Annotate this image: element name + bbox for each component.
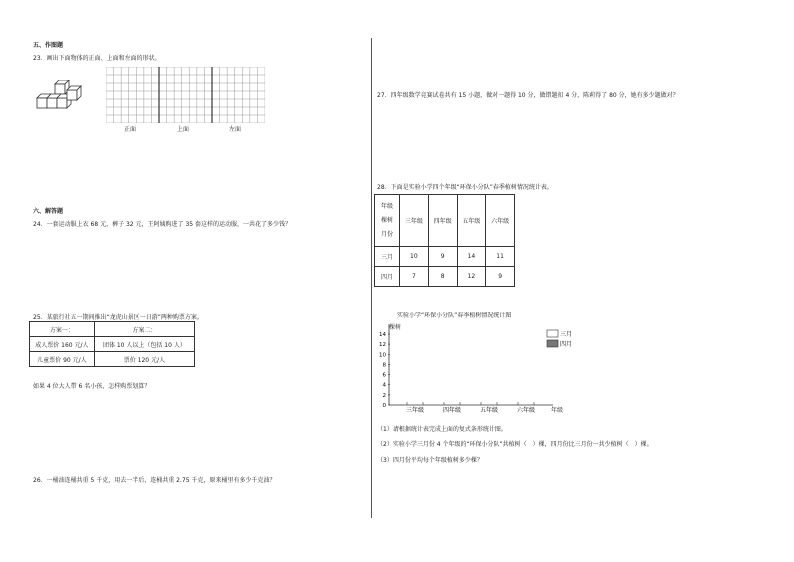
sub-question-3: （3）四月份平均每个年级植树多少棵？ xyxy=(377,457,483,464)
x-category-label: 三年级 xyxy=(405,407,425,414)
x-axis-label: 年级 xyxy=(551,407,564,414)
grade-header: 三年级 xyxy=(400,195,429,247)
grade-header: 五年级 xyxy=(457,195,486,247)
y-tick-label: 10 xyxy=(379,352,386,359)
question-24: 24．一套运动服上衣 68 元，裤子 32 元，王阿姨购进了 35 套这样的运动服，一共花了多少钱？ xyxy=(33,221,291,228)
y-tick-label: 4 xyxy=(382,382,386,389)
table-cell: 8 xyxy=(428,267,457,287)
plan-header-2: 方案二： xyxy=(94,322,194,337)
plan-table xyxy=(29,321,195,367)
cube-figure xyxy=(33,80,89,118)
table-cell: 11 xyxy=(486,247,515,267)
table-cell: 9 xyxy=(428,247,457,267)
question-25-ask: 如果 4 位大人带 6 名小孩，怎样购票划算？ xyxy=(33,383,151,390)
x-category-label: 五年级 xyxy=(479,407,499,414)
legend-label: 三月 xyxy=(560,331,573,338)
month-label: 三月 xyxy=(375,247,400,267)
month-label: 四月 xyxy=(375,267,400,287)
y-tick-label: 6 xyxy=(382,372,386,379)
table-cell: 12 xyxy=(457,267,486,287)
chart-title: 实验小学“环保小分队”春季植树情况统计图 xyxy=(397,312,512,319)
x-category-label: 四年级 xyxy=(442,407,462,414)
corner-label-grade: 年级 xyxy=(380,202,393,210)
tree-table-corner xyxy=(375,195,400,247)
grade-header: 四年级 xyxy=(428,195,457,247)
bar-chart xyxy=(375,312,575,416)
legend-swatch xyxy=(547,330,558,337)
sub-question-1: （1）请根据统计表完成上面的复式条形统计图。 xyxy=(377,426,507,433)
legend-label: 四月 xyxy=(560,341,573,348)
view-label-top: 上面 xyxy=(177,126,190,133)
table-cell: 9 xyxy=(486,267,515,287)
sub-question-2: （2）实验小学三月份 4 个年级的“环保小分队”共植树（ ）棵，四月份比三月份一共少植树（ ）棵。 xyxy=(377,441,653,448)
drawing-grid xyxy=(106,67,265,123)
question-23: 23．画出下面物体的正面、上面和左面的形状。 xyxy=(33,55,161,62)
y-tick-label: 14 xyxy=(379,332,386,338)
section6-title: 六、解答题 xyxy=(33,208,64,215)
question-26: 26．一桶油连桶共重 5 千克，用去一半后，连桶共重 2.75 千克，原来桶里有多少千克油？ xyxy=(33,477,276,484)
table-cell: 10 xyxy=(400,247,429,267)
question-28: 28．下面是实验小学四个年级“环保小分队”春季植树情况统计表。 xyxy=(377,184,553,191)
column-divider xyxy=(371,38,372,518)
question-25: 25．某旅行社五一期间推出“龙虎山景区一日游”两种购票方案。 xyxy=(33,314,203,321)
view-label-left: 左面 xyxy=(229,126,242,133)
tree-table xyxy=(374,194,515,287)
question-27: 27．四年级数学竞赛试卷共有 15 小题，做对一题得 10 分，做错题扣 4 分，陈莉得了 80 分，她有多少题做对？ xyxy=(377,92,679,99)
corner-label-month: 月份 xyxy=(380,230,393,238)
plan-cell: 团体 10 人以上（包括 10 人） xyxy=(94,337,194,352)
section5-title: 五、作图题 xyxy=(33,42,64,49)
x-category-label: 六年级 xyxy=(516,407,536,414)
y-tick-label: 12 xyxy=(379,342,386,349)
y-axis-label: 棵树 xyxy=(389,324,402,331)
plan-cell: 票价 120 元/人 xyxy=(94,352,194,367)
grade-header: 六年级 xyxy=(486,195,515,247)
y-tick-label: 0 xyxy=(382,403,386,409)
plan-header-1: 方案一： xyxy=(30,322,95,337)
corner-label-trees: 棵树 xyxy=(380,216,393,224)
view-label-front: 正面 xyxy=(124,126,137,133)
y-tick-label: 2 xyxy=(382,392,386,399)
legend-swatch xyxy=(547,340,558,347)
table-cell: 14 xyxy=(457,247,486,267)
plan-cell: 成人票价 160 元/人 xyxy=(30,337,95,352)
y-tick-label: 8 xyxy=(382,362,386,369)
plan-cell: 儿童票价 90 元/人 xyxy=(30,352,95,367)
table-cell: 7 xyxy=(400,267,429,287)
